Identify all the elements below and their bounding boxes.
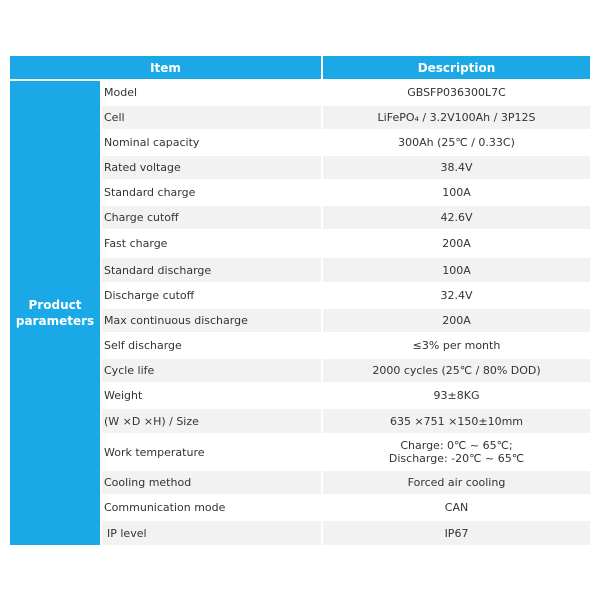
header-item: Item xyxy=(10,56,321,79)
param-name: (W ×D ×H) / Size xyxy=(102,409,321,433)
header-description: Description xyxy=(323,56,590,79)
param-name: Rated voltage xyxy=(102,156,321,179)
param-value: Forced air cooling xyxy=(323,471,590,494)
param-name: Weight xyxy=(102,384,321,407)
param-value: ≤3% per month xyxy=(323,334,590,357)
param-value: 38.4V xyxy=(323,156,590,179)
table-row xyxy=(102,131,590,154)
param-name: Self discharge xyxy=(102,334,321,357)
table-row xyxy=(102,435,590,469)
table-row xyxy=(102,231,590,256)
param-name: Communication mode xyxy=(102,496,321,519)
table-row xyxy=(102,309,590,332)
param-value: LiFePO₄ / 3.2V100Ah / 3P12S xyxy=(323,106,590,129)
param-name: Work temperature xyxy=(102,435,321,469)
table-row xyxy=(102,384,590,407)
param-name: Standard charge xyxy=(102,181,321,204)
table-row xyxy=(102,409,590,433)
table-row xyxy=(102,181,590,204)
param-value: 32.4V xyxy=(323,284,590,307)
spec-table xyxy=(10,56,590,545)
table-row xyxy=(102,258,590,282)
param-value: Charge: 0℃ ~ 65℃; Discharge: -20℃ ~ 65℃ xyxy=(323,435,590,469)
param-value: 300Ah (25℃ / 0.33C) xyxy=(323,131,590,154)
table-row xyxy=(102,106,590,129)
param-value: 635 ×751 ×150±10mm xyxy=(323,409,590,433)
table-row xyxy=(102,81,590,104)
param-value: 100A xyxy=(323,181,590,204)
table-row xyxy=(102,156,590,179)
param-value: IP67 xyxy=(323,521,590,545)
param-value: 100A xyxy=(323,258,590,282)
param-name: Nominal capacity xyxy=(102,131,321,154)
param-value: 2000 cycles (25℃ / 80% DOD) xyxy=(323,359,590,382)
param-name: Standard discharge xyxy=(102,258,321,282)
param-name: Max continuous discharge xyxy=(102,309,321,332)
param-value: 200A xyxy=(323,231,590,256)
table-row xyxy=(102,334,590,357)
param-name: Model xyxy=(102,81,321,104)
param-name: IP level xyxy=(102,521,321,545)
param-value: GBSFP036300L7C xyxy=(323,81,590,104)
table-row xyxy=(102,359,590,382)
param-name: Charge cutoff xyxy=(102,206,321,229)
param-name: Discharge cutoff xyxy=(102,284,321,307)
table-row xyxy=(102,206,590,229)
param-name: Cooling method xyxy=(102,471,321,494)
param-value: 93±8KG xyxy=(323,384,590,407)
table-row xyxy=(102,496,590,519)
param-value: CAN xyxy=(323,496,590,519)
section-label: Product parameters xyxy=(10,81,100,545)
param-value: 42.6V xyxy=(323,206,590,229)
table-row xyxy=(102,284,590,307)
param-name: Fast charge xyxy=(102,231,321,256)
table-header xyxy=(10,56,590,79)
table-row xyxy=(102,471,590,494)
table-row xyxy=(102,521,590,545)
param-name: Cell xyxy=(102,106,321,129)
param-name: Cycle life xyxy=(102,359,321,382)
param-value: 200A xyxy=(323,309,590,332)
